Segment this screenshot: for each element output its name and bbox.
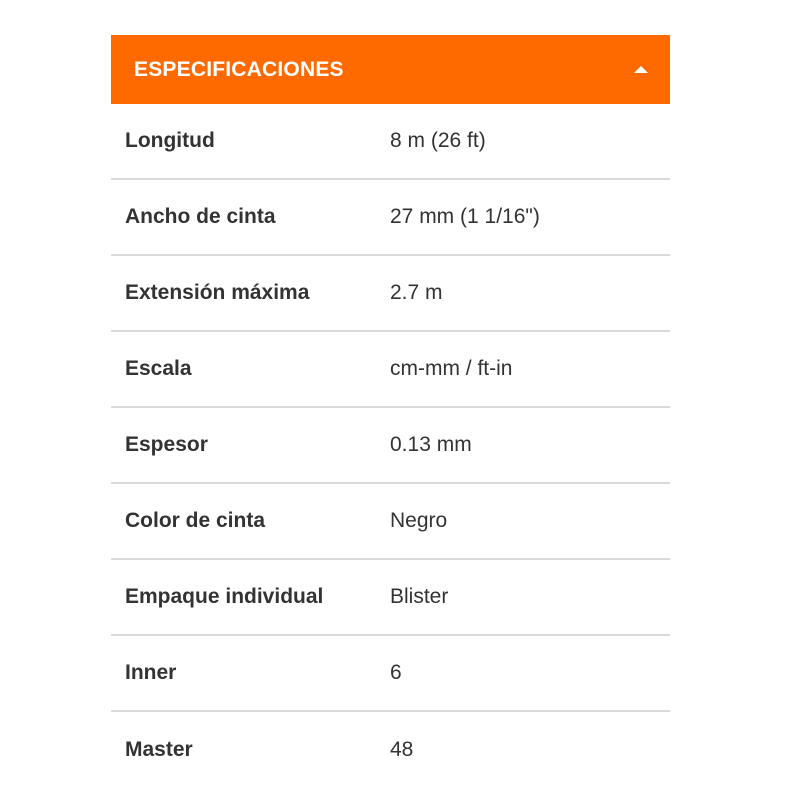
spec-row xyxy=(111,712,670,788)
spec-row xyxy=(111,484,670,560)
spec-row xyxy=(111,332,670,408)
spec-label: Espesor xyxy=(125,433,208,456)
specifications-title: ESPECIFICACIONES xyxy=(134,57,344,81)
spec-row xyxy=(111,560,670,636)
specifications-accordion-header[interactable] xyxy=(111,35,670,104)
specifications-table xyxy=(111,104,670,788)
spec-label: Empaque individual xyxy=(125,585,324,608)
spec-label: Inner xyxy=(125,661,177,684)
spec-row xyxy=(111,636,670,712)
spec-value: 8 m (26 ft) xyxy=(390,129,486,152)
spec-value: Negro xyxy=(390,509,448,532)
spec-value: 6 xyxy=(390,661,402,684)
spec-value: cm-mm / ft-in xyxy=(390,357,513,380)
spec-value: 27 mm (1 1/16") xyxy=(390,205,540,228)
spec-row xyxy=(111,408,670,484)
spec-label: Color de cinta xyxy=(125,509,266,532)
spec-value: 2.7 m xyxy=(390,281,443,304)
spec-label: Longitud xyxy=(125,129,215,152)
spec-row xyxy=(111,104,670,180)
caret-up-icon[interactable] xyxy=(634,66,648,73)
spec-row xyxy=(111,180,670,256)
spec-value: Blister xyxy=(390,585,449,608)
spec-label: Master xyxy=(125,738,193,761)
specifications-panel xyxy=(111,35,670,788)
spec-label: Extensión máxima xyxy=(125,281,310,304)
spec-row xyxy=(111,256,670,332)
spec-label: Escala xyxy=(125,357,192,380)
spec-label: Ancho de cinta xyxy=(125,205,276,228)
spec-value: 48 xyxy=(390,738,414,761)
spec-value: 0.13 mm xyxy=(390,433,472,456)
